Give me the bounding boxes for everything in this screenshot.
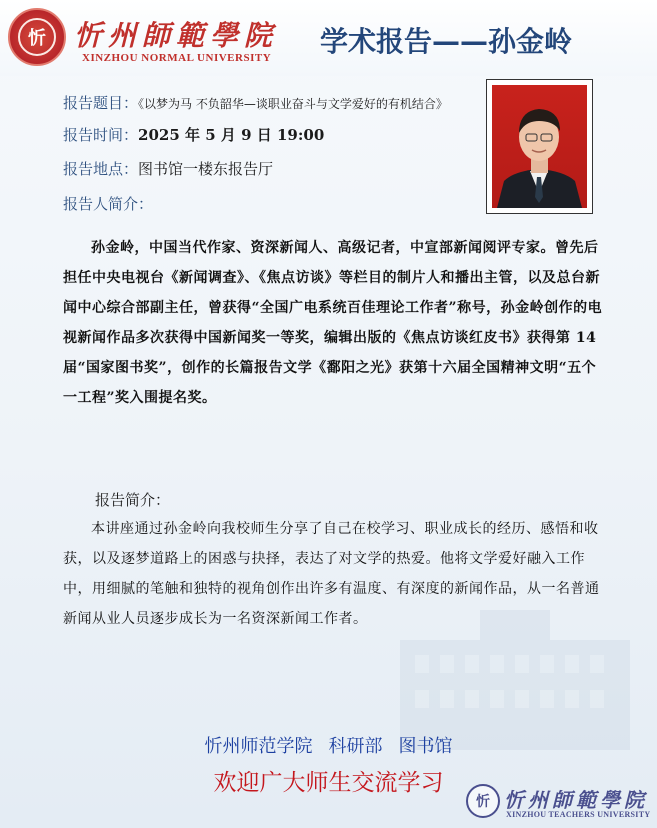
place-row [63,158,273,179]
place-label: 报告地点： [63,160,139,178]
time-label: 报告时间： [63,126,139,144]
university-name-cn: 忻州師範學院 [74,19,279,52]
organizers [0,732,657,758]
place-value: 图书馆一楼东报告厅 [138,160,274,178]
organizer-university: 忻州师范学院 [204,736,313,757]
welcome-message: 欢迎广大师生交流学习 [213,770,444,796]
footer-university-en: XINZHOU TEACHERS UNIVERSITY [506,810,651,819]
organizer-library: 图书馆 [398,736,453,757]
speaker-label: 报告人简介： [63,195,154,213]
footer-seal-logo: 忻 [466,784,500,818]
footer-university-cn: 忻州師範學院 [504,788,648,812]
speaker-row [63,193,153,214]
speaker-photo-frame [486,79,593,214]
lecture-summary: 本讲座通过孙金岭向我校师生分享了自己在校学习、职业成长的经历、感悟和收获，以及逐梦道路上的困惑与抉择，表达了对文学的热爱。他将文学爱好融入工作中，用细腻的笔触和独特的视角创作出许多有温度、有深度的新闻作品，从一名普通新闻从业人员逐步成长为一名资深新闻工作者。 [63,521,600,627]
university-seal-logo [8,8,66,66]
background-building-icon [360,600,657,750]
speaker-photo [492,85,587,208]
time-row [63,124,324,145]
page-title: 学术报告——孙金岭 [320,25,573,58]
university-name-en: XINZHOU NORMAL UNIVERSITY [82,52,272,64]
summary-label: 报告简介： [95,491,171,509]
topic-row [63,92,448,113]
topic-label: 报告题目： [63,94,139,112]
speaker-portrait-icon [492,85,587,208]
time-value: 2025 年 5 月 9 日 19:00 [138,126,325,144]
speaker-bio: 孙金岭，中国当代作家、资深新闻人、高级记者，中宣部新闻阅评专家。曾先后担任中央电视台《新闻调查》、《焦点访谈》等栏目的制片人和播出主管，以及总台新闻中心综合部副主任，曾获得“全国广电系统百佳理论工作者”称号，孙金岭创作的电视新闻作品多次获得中国新闻奖一等奖，编辑出版的《焦点访谈红皮书》获得第 14 届“国家图书奖”，创作的长篇报告文学《鄱阳之光》获第十六届全国精神文明“五个一工程”奖入围提名奖。 [63,240,603,406]
seal-char: 忻 [18,18,56,56]
topic-value: 《以梦为马 不负韶华—谈职业奋斗与文学爱好的有机结合》 [138,97,448,111]
organizer-research-dept: 科研部 [328,736,383,757]
